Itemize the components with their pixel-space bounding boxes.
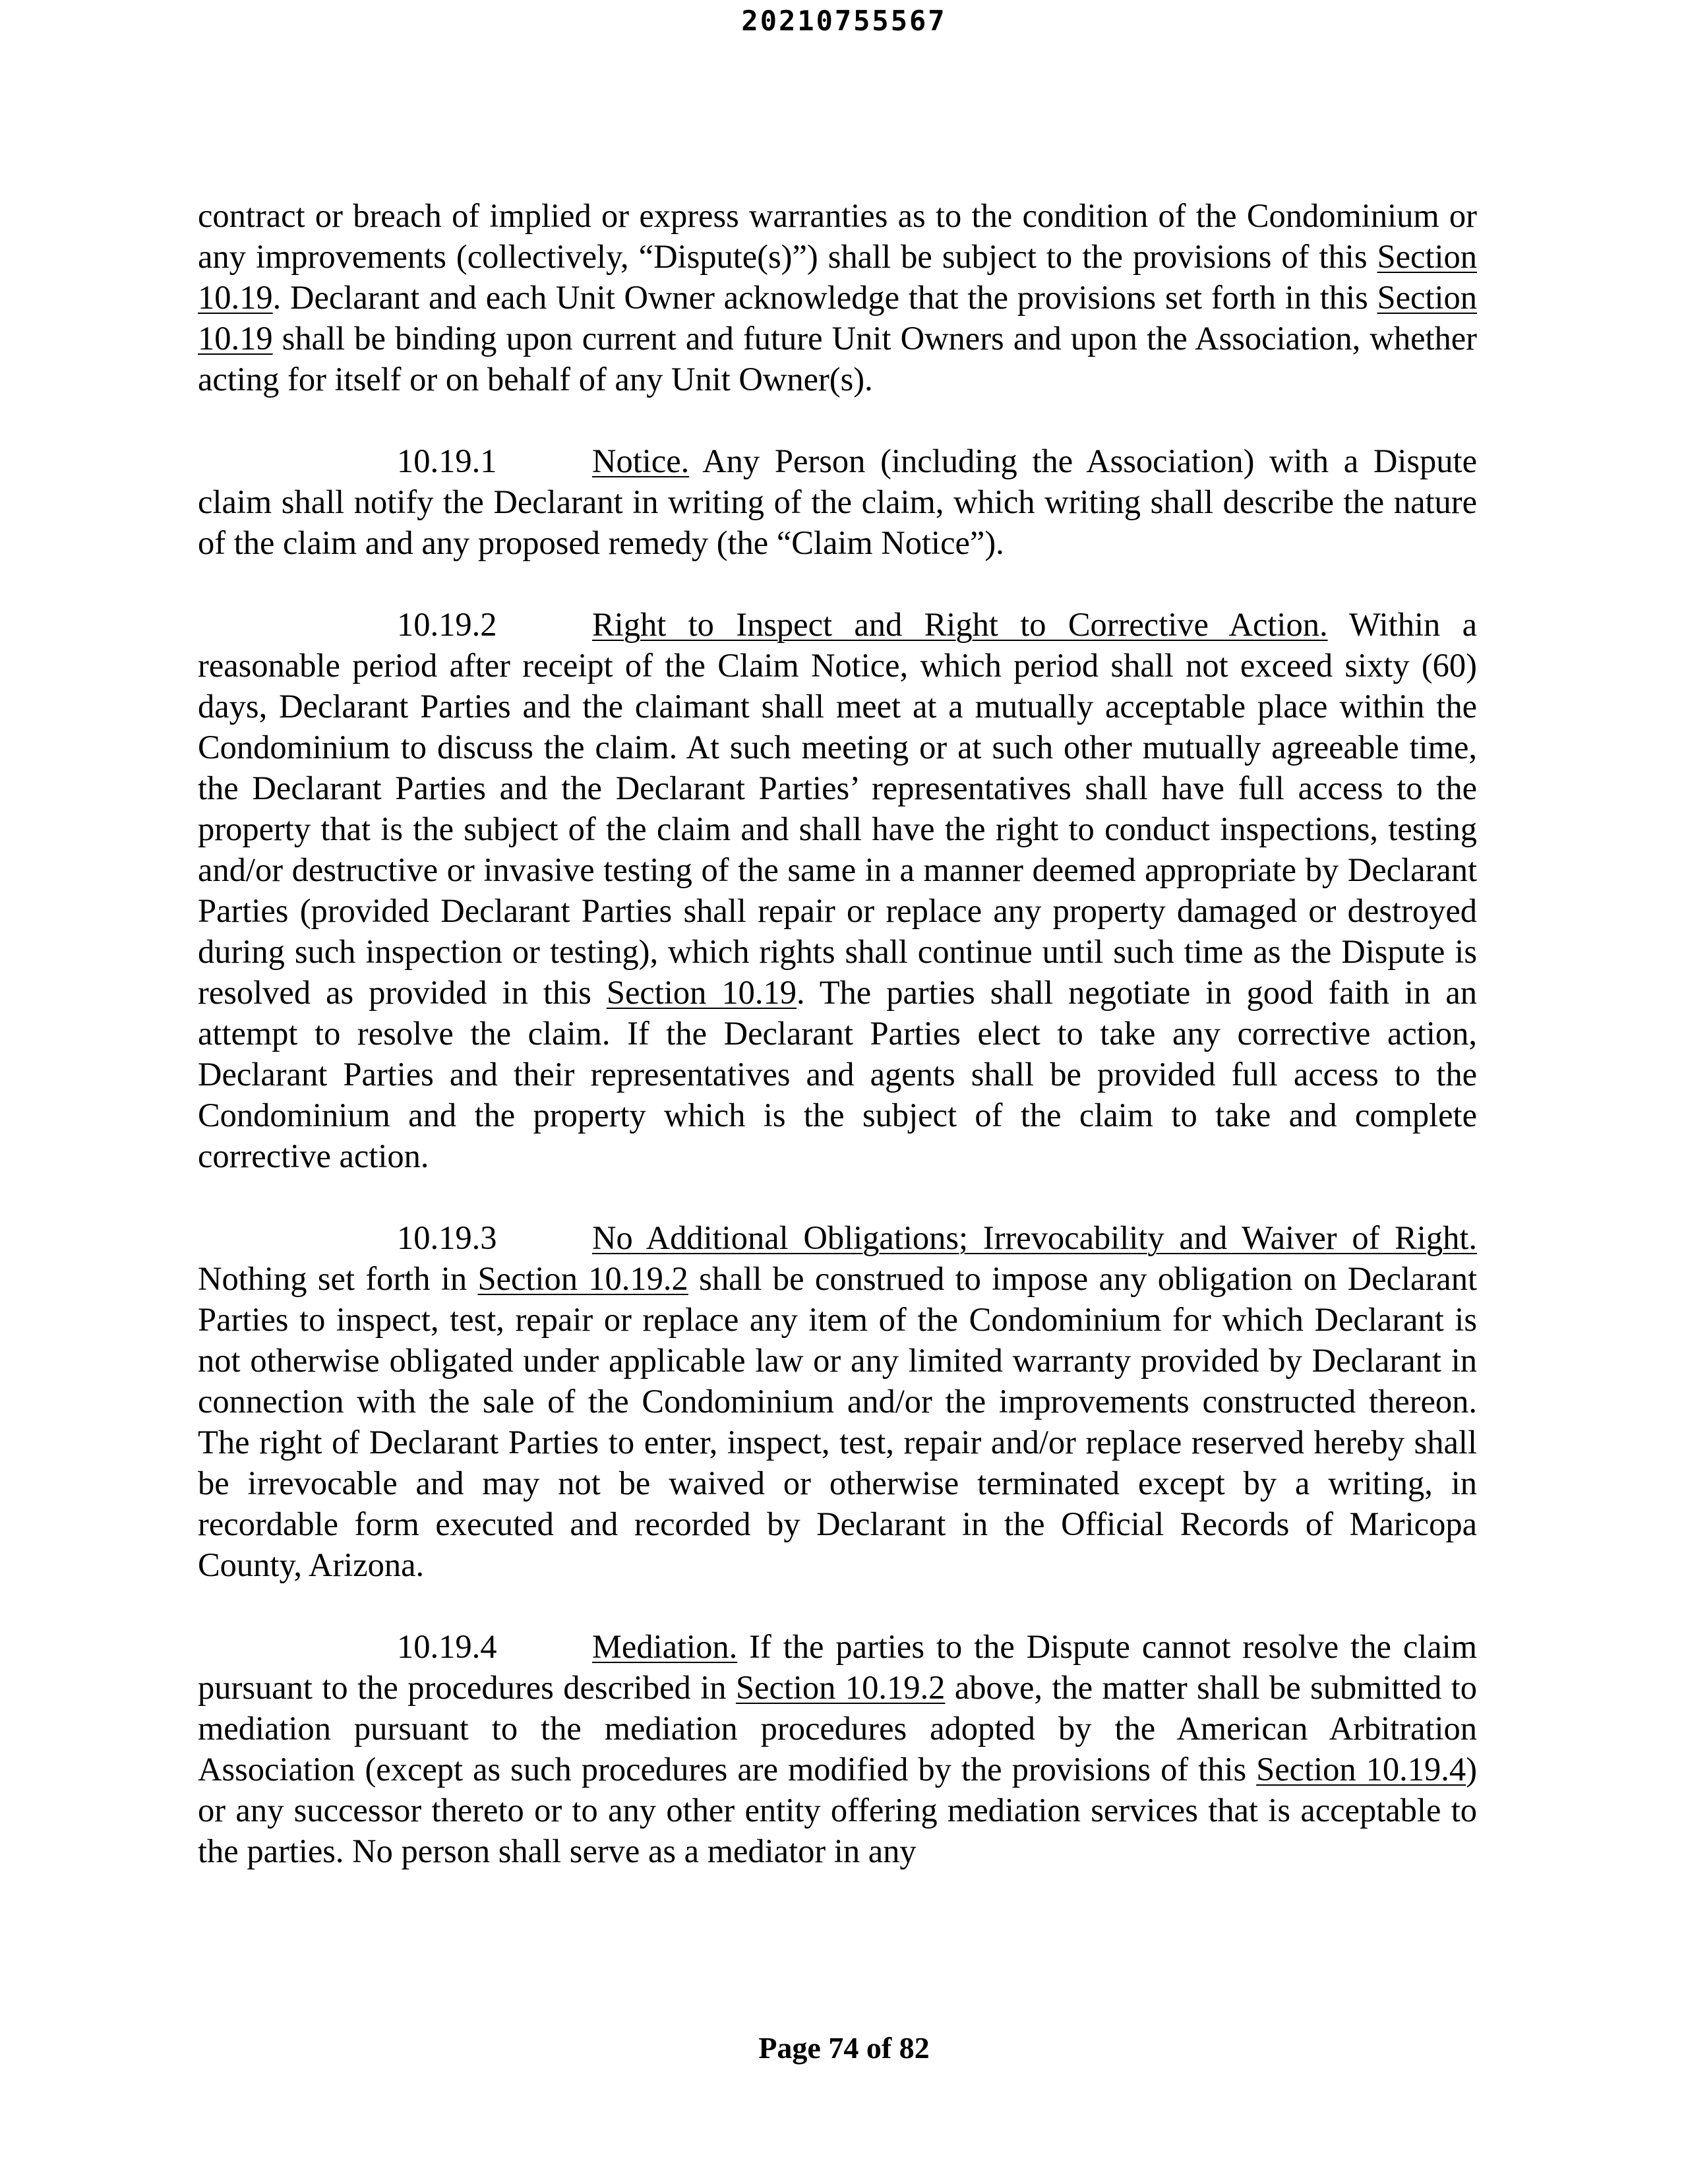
section-number: 10.19.3	[397, 1219, 497, 1256]
section-number: 10.19.1	[397, 442, 497, 479]
section-text: Nothing set forth in	[198, 1260, 478, 1297]
section-text: above, the matter shall be submitted to mediation pursuant to the mediation procedures adopted by the American Arbitration Association (except as such procedures are modified by the provisions of this	[198, 1669, 1477, 1788]
section-heading: Notice.	[592, 442, 690, 479]
intro-text-1: contract or breach of implied or express warranties as to the condition of the Condominium or any improvements (collectively, “Dispute(s)”) shall be subject to the provisions of this	[198, 197, 1477, 275]
section-reference: Section 10.19	[198, 279, 1477, 357]
section-heading: Mediation.	[592, 1628, 738, 1665]
intro-paragraph	[198, 195, 1477, 400]
section-text: shall be construed to impose any obligation on Declarant Parties to inspect, test, repair or replace any item of the Condominium for which Declarant is not otherwise obligated under applicable law or any limited warranty provided by Declarant in connection with the sale of the Condominium and/or the improvements constructed thereon. The right of Declarant Parties to enter, inspect, test, repair and/or replace reserved hereby shall be irrevocable and may not be waived or otherwise terminated except by a writing, in recordable form executed and recorded by Declarant in the Official Records of Maricopa County, Arizona.	[198, 1260, 1477, 1583]
section-text: ) or any successor thereto or to any other entity offering mediation services that is acceptable to the parties. No person shall serve as a mediator in any	[198, 1751, 1478, 1869]
section-number: 10.19.2	[397, 606, 497, 643]
section-reference: Section 10.19.4	[1256, 1751, 1466, 1788]
section-10-19-1	[198, 440, 1477, 563]
section-10-19-4	[198, 1626, 1477, 1871]
section-heading: Right to Inspect and Right to Corrective Action.	[592, 606, 1328, 643]
section-text: . The parties shall negotiate in good faith in an attempt to resolve the claim. If the Declarant Parties elect to take any corrective action, Declarant Parties and their representatives and agents shall be provided full access to the Condominium and the property which is the subject of the claim to take and complete corrective action.	[198, 974, 1477, 1174]
section-10-19-3	[198, 1217, 1477, 1585]
section-number: 10.19.4	[397, 1628, 497, 1665]
section-reference: Section 10.19.2	[735, 1669, 946, 1706]
section-reference: Section 10.19.2	[477, 1260, 688, 1297]
section-10-19-2	[198, 604, 1477, 1176]
section-reference: Section 10.19	[198, 238, 1477, 316]
section-heading: No Additional Obligations; Irrevocability and Waiver of Right.	[592, 1219, 1477, 1256]
document-body	[198, 195, 1477, 1871]
intro-text-2: . Declarant and each Unit Owner acknowledge that the provisions set forth in this	[272, 279, 1377, 316]
page-number: Page 74 of 82	[758, 2031, 930, 2065]
intro-text-3: shall be binding upon current and future Unit Owners and upon the Association, whether acting for itself or on behalf of any Unit Owner(s).	[198, 320, 1477, 398]
recording-number: 20210755567	[741, 5, 947, 37]
section-text: If the parties to the Dispute cannot resolve the claim pursuant to the procedures described in	[198, 1628, 1477, 1706]
section-text: Within a reasonable period after receipt of the Claim Notice, which period shall not exceed sixty (60) days, Declarant Parties and the claimant shall meet at a mutually acceptable place within the Condominium to discuss the claim. At such meeting or at such other mutually agreeable time, the Declarant Parties and the Declarant Parties’ representatives shall have full access to the property that is the subject of the claim and shall have the right to conduct inspections, testing and/or destructive or invasive testing of the same in a manner deemed appropriate by Declarant Parties (provided Declarant Parties shall repair or replace any property damaged or destroyed during such inspection or testing), which rights shall continue until such time as the Dispute is resolved as provided in this	[198, 606, 1477, 1011]
section-reference: Section 10.19	[606, 974, 797, 1011]
section-text: Any Person (including the Association) with a Dispute claim shall notify the Declarant in writing of the claim, which writing shall describe the nature of the claim and any proposed remedy (the “Claim Notice”).	[198, 442, 1477, 561]
